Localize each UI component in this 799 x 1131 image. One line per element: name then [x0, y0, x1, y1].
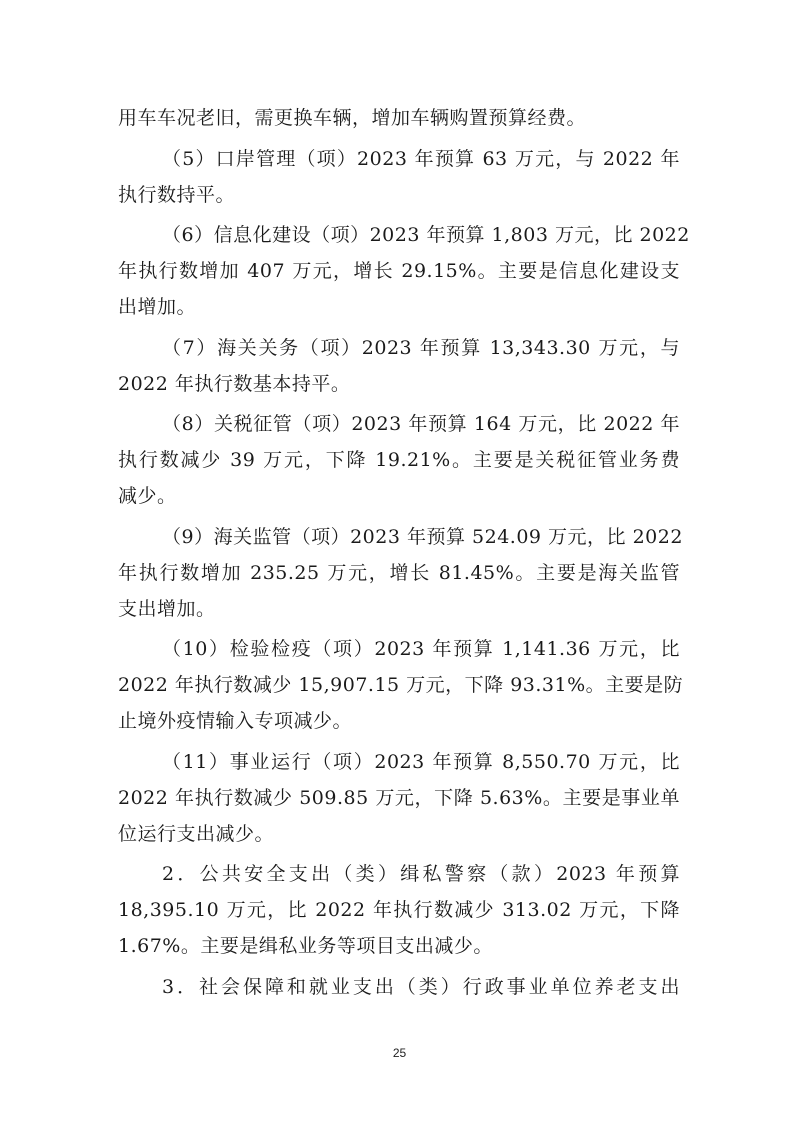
text-line: 2022 年执行数减少 15,907.15 万元，下降 93.31%。主要是防 [118, 674, 684, 696]
text-line: （5）口岸管理（项）2023 年预算 63 万元，与 2022 年 [162, 148, 680, 170]
text-line: （11）事业运行（项）2023 年预算 8,550.70 万元，比 [162, 751, 680, 773]
text-line: 支出增加。 [118, 598, 216, 620]
text-line: 出增加。 [118, 296, 197, 318]
text-line: 18,395.10 万元，比 2022 年执行数减少 313.02 万元，下降 [118, 899, 680, 921]
text-line: （6）信息化建设（项）2023 年预算 1,803 万元，比 2022 [162, 224, 690, 246]
text-line: （10）检验检疫（项）2023 年预算 1,141.36 万元，比 [162, 638, 680, 660]
text-line: 年执行数增加 235.25 万元，增长 81.45%。主要是海关监管 [118, 562, 680, 584]
text-line: 1.67%。主要是缉私业务等项目支出减少。 [118, 935, 493, 957]
text-line: 2．公共安全支出（类）缉私警察（款）2023 年预算 [162, 863, 680, 885]
text-line: （7）海关关务（项）2023 年预算 13,343.30 万元，与 [162, 337, 680, 359]
text-line: 位运行支出减少。 [118, 823, 275, 845]
text-line: （9）海关监管（项）2023 年预算 524.09 万元，比 2022 [162, 526, 683, 548]
text-line: 年执行数增加 407 万元，增长 29.15%。主要是信息化建设支 [118, 260, 680, 282]
text-line: 止境外疫情输入专项减少。 [118, 710, 353, 732]
text-line: 执行数持平。 [118, 184, 236, 206]
text-line: 减少。 [118, 485, 177, 507]
text-line: 2022 年执行数基本持平。 [118, 373, 351, 395]
text-line: 2022 年执行数减少 509.85 万元，下降 5.63%。主要是事业单 [118, 787, 680, 809]
text-line: 3．社会保障和就业支出（类）行政事业单位养老支出 [162, 976, 680, 998]
text-line: （8）关税征管（项）2023 年预算 164 万元，比 2022 年 [162, 413, 680, 435]
text-line: 用车车况老旧，需更换车辆，增加车辆购置预算经费。 [118, 107, 587, 129]
text-line: 执行数减少 39 万元，下降 19.21%。主要是关税征管业务费 [118, 449, 680, 471]
page-number: 25 [392, 1046, 407, 1060]
